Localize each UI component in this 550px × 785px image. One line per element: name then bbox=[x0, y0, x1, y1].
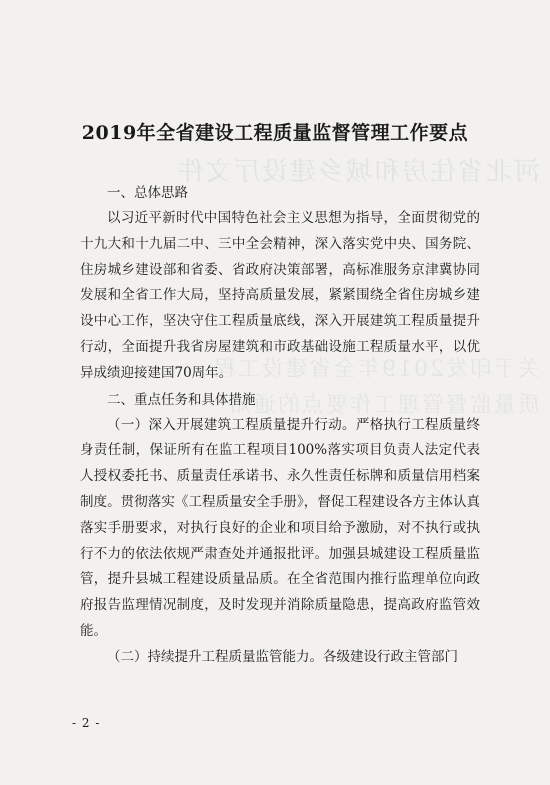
item-1-text: 严格执行工程质量终身责任制，保证所有在监工程项目100%落实项目负责人法定代表人授权委托书、质量责任承诺书、永久性责任标牌和质量信用档案制度。贯彻落实《工程质量安全手册》，督促工程建设各方主体认真落实手册要求，对执行良好的企业和项目给予激励，对不执行或执行不力的依法依规严肃查处并通报批评。加强县城建设工程质量监管，提升县城工程建设质量品质。在全省范围内推行监理单位向政府报告监理情况制度，及时发现并消除质量隐患，提高政府监管效能。 bbox=[80, 416, 481, 639]
document-body bbox=[80, 180, 480, 671]
item-2-text: 各级建设行政主管部门 bbox=[323, 648, 458, 665]
section-2-item-1 bbox=[80, 413, 480, 645]
bleed-through-line-3: 质量监督管理工作要点的通知 bbox=[227, 393, 540, 418]
section-1-paragraph: 以习近平新时代中国特色社会主义思想为指导，全面贯彻党的十九大和十九届二中、三中全会精神，深入落实党中央、国务院、住房城乡建设部和省委、省政府决策部署，高标准服务京津冀协同发展和全省工作大局，坚持高质量发展，紧紧围绕全省住房城乡建设中心工作，坚决守住工程质量底线，深入开展建筑工程质量提升行动，全面提升我省房屋建筑和市政基础设施工程质量水平，以优异成绩迎接建国70周年。 bbox=[80, 210, 480, 381]
document-title: 2019年全省建设工程质量监督管理工作要点 bbox=[81, 122, 469, 144]
item-1-label: （一）深入开展建筑工程质量提升行动。 bbox=[107, 416, 356, 433]
bleed-through-line-2: 关于印发2019年全省建设工程 bbox=[212, 357, 540, 382]
item-2-label: （二）持续提升工程质量监管能力。 bbox=[107, 648, 323, 665]
section-2-heading: 二、重点任务和具体措施 bbox=[107, 391, 256, 408]
page-number: - 2 - bbox=[72, 716, 101, 730]
bleed-through-line-1: 河北省住房和城乡建设厅文件 bbox=[175, 157, 540, 187]
section-2-item-2 bbox=[80, 645, 480, 671]
section-1-heading: 一、总体思路 bbox=[107, 185, 188, 201]
